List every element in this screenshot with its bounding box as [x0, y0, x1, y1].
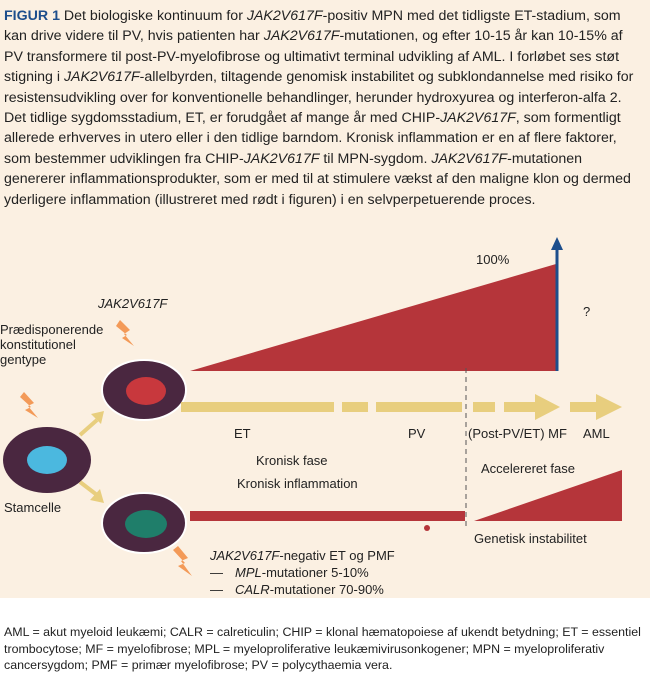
- allele-burden-wedge: [190, 264, 556, 371]
- continuum-diagram: [0, 230, 650, 596]
- caption-gene-italic: JAK2V617F: [440, 110, 516, 127]
- pct-100-label: 100%: [476, 252, 510, 267]
- caption-text: -mutationen, og efter 10-15 år kan 10-15% af PV transformere til post-PV-myelofibrose og ultimativt terminal udvikling af AML. I forløbet ses støt stigning i: [4, 28, 623, 86]
- predisposing-line-2: konstitutionel: [0, 337, 76, 352]
- jak2-mutation-label: JAK2V617F: [98, 296, 168, 311]
- mpl-line: — MPL-mutationer 5-10%: [210, 565, 369, 580]
- jak2-positive-nucleus: [126, 377, 166, 405]
- jak2-negative-nucleus: [125, 510, 167, 538]
- abbreviations-footnote: AML = akut myeloid leukæmi; CALR = calreticulin; CHIP = klonal hæmatopoiese af ukendt betydning; ET = essentiel trombocytose; MF = myelofibrose; MPL = myeloproliferative leukæmivirusonkogener; MPN = myeloproliferativ cancersygdom; PMF = primær myelofibrose; PV = polycythaemia vera.: [4, 625, 641, 673]
- question-mark: ?: [583, 304, 591, 319]
- progression-segment-2: [342, 402, 368, 412]
- arrow-to-jak2-cell: [80, 420, 97, 435]
- progression-segment-1: [181, 402, 334, 412]
- chronic-phase-label: Kronisk fase: [256, 453, 328, 468]
- caption-text: -allelbyrden, tiltagende genomisk instabilitet og subklondannelse med risiko for resistensudvikling over for konventionelle behandlinger, herunder hydroxyurea og interferon-alfa 2. Det tidlige sygdomsstadium, ET, er forudgået af mange år med CHIP-: [4, 69, 634, 127]
- predisposing-line-3: gentype: [0, 352, 47, 367]
- arrow-to-neg-cell: [80, 482, 97, 495]
- progression-arrowhead-1: [535, 394, 560, 420]
- stage-et: ET: [234, 426, 251, 441]
- caption-text: til MPN-sygdom.: [319, 150, 432, 167]
- progression-segment-4: [473, 402, 495, 412]
- chronic-inflammation-label: Kronisk inflammation: [237, 476, 358, 491]
- burden-arrow-head: [551, 237, 563, 250]
- figure-label: FIGUR 1: [4, 8, 60, 24]
- chronic-inflammation-bar: [190, 511, 465, 521]
- mutation-bolt-icon: [116, 320, 134, 346]
- progression-segment-3: [376, 402, 462, 412]
- inflammation-dot: [424, 525, 430, 531]
- accelerated-phase-label: Accelereret fase: [481, 461, 575, 476]
- stage-postpv-mf: (Post-PV/ET) MF: [468, 426, 567, 441]
- predisposition-bolt-icon: [20, 392, 38, 418]
- caption-text: -positiv MPN med det tidligste ET-stadium, som kan drive videre til PV, hvis patienten har: [4, 8, 621, 45]
- caption-gene-italic: JAK2V617F: [431, 150, 508, 167]
- figure-caption: [4, 6, 644, 210]
- negative-bolt-icon: [173, 546, 192, 576]
- stage-pv: PV: [408, 426, 426, 441]
- caption-text: , som formentligt allerede erhverves in utero eller i den tidlige barndom. Kronisk inflammation er en af flere faktorer, som bestemmer udviklingen fra CHIP-: [4, 110, 621, 167]
- predisposing-line-1: Prædisponerende: [0, 322, 104, 337]
- caption-gene-italic: JAK2V617F: [263, 28, 340, 45]
- caption-gene-italic: JAK2V617F: [243, 150, 320, 167]
- stemcell-label: Stamcelle: [4, 500, 62, 515]
- negative-title: JAK2V617F-negativ ET og PMF: [210, 548, 395, 563]
- stemcell-nucleus: [27, 446, 67, 474]
- genetic-instability-label: Genetisk instabilitet: [474, 531, 587, 546]
- genetic-instability-wedge: [474, 470, 622, 521]
- progression-segment-5: [504, 402, 538, 412]
- caption-text: -mutationen genererer inflammationsprodukter, som er med til at stimulere vækst af den maligne klon og dermed yderligere inflammation (illustreret med rødt i figuren) i en selvperpetuerende proces.: [4, 150, 631, 208]
- calr-line: — CALR-mutationer 70-90%: [210, 582, 384, 596]
- stage-aml: AML: [583, 426, 610, 441]
- caption-text: Det biologiske kontinuum for: [59, 8, 247, 24]
- aml-arrowhead: [596, 394, 622, 420]
- caption-gene-italic: JAK2V617F: [63, 69, 140, 86]
- aml-arrow-shaft: [570, 402, 598, 412]
- caption-gene-italic: JAK2V617F: [246, 8, 323, 24]
